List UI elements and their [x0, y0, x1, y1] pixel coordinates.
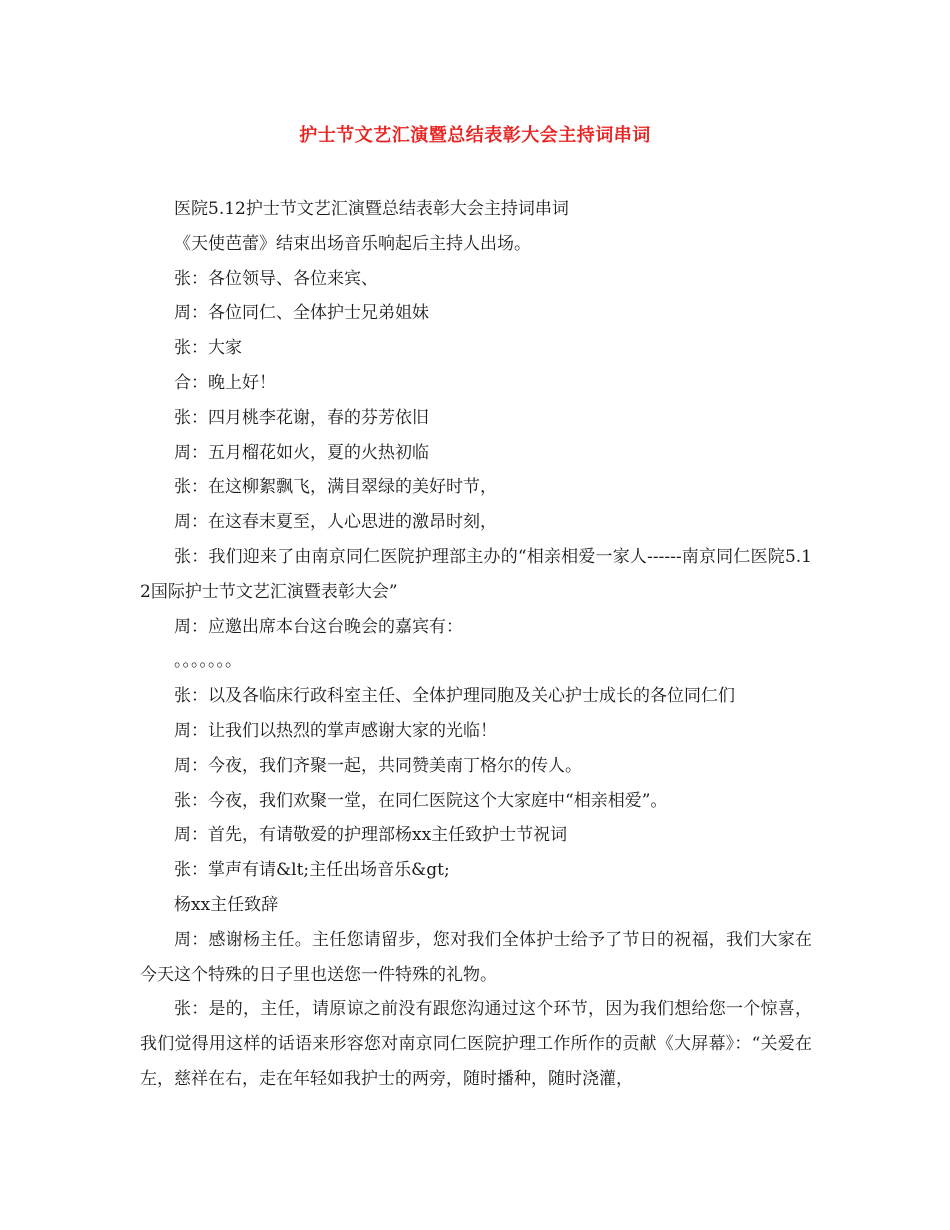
paragraph: 周：今夜，我们齐聚一起，共同赞美南丁格尔的传人。 — [174, 755, 582, 776]
paragraph: 张：掌声有请&lt;主任出场音乐&gt; — [174, 860, 450, 881]
paragraph: 张：我们迎来了由南京同仁医院护理部主办的“相亲相爱一家人------南京同仁医院5.12国际护士节文艺汇演暨表彰大会” — [140, 546, 812, 602]
paragraph: 《天使芭蕾》结束出场音乐响起后主持人出场。 — [174, 233, 531, 254]
paragraph: 周：五月榴花如火，夏的火热初临 — [174, 442, 429, 463]
paragraph: 。。。。。。。 — [174, 651, 242, 672]
document-body — [140, 192, 812, 1097]
paragraph: 周：各位同仁、全体护士兄弟姐妹 — [174, 303, 429, 324]
paragraph: 周：在这春末夏至，人心思进的激昂时刻， — [174, 512, 497, 533]
paragraph: 合：晚上好！ — [174, 372, 276, 393]
paragraph: 张：在这柳絮飘飞，满目翠绿的美好时节， — [174, 477, 497, 498]
paragraph: 张：四月桃李花谢，春的芬芳依旧 — [174, 407, 429, 428]
paragraph: 周：应邀出席本台这台晚会的嘉宾有： — [174, 616, 463, 637]
paragraph: 周：首先，有请敬爱的护理部杨xx主任致护士节祝词 — [174, 825, 568, 846]
paragraph: 张：是的，主任，请原谅之前没有跟您沟通过这个环节，因为我们想给您一个惊喜，我们觉得用这样的话语来形容您对南京同仁医院护理工作所作的贡献《大屏幕》：“关爱在左，慈祥在右，走在年轻如我护士的两旁，随时播种，随时浇灌， — [140, 999, 812, 1089]
document-title: 护士节文艺汇演暨总结表彰大会主持词串词 — [299, 125, 651, 146]
paragraph: 张：各位领导、各位来宾、 — [174, 268, 378, 289]
paragraph: 杨xx主任致辞 — [174, 894, 279, 915]
paragraph: 张：大家 — [174, 338, 242, 359]
paragraph: 张：今夜，我们欢聚一堂，在同仁医院这个大家庭中“相亲相爱”。 — [174, 790, 668, 811]
paragraph: 张：以及各临床行政科室主任、全体护理同胞及关心护士成长的各位同仁们 — [174, 686, 735, 707]
paragraph: 周：感谢杨主任。主任您请留步，您对我们全体护士给予了节日的祝福，我们大家在今天这个特殊的日子里也送您一件特殊的礼物。 — [140, 929, 812, 985]
paragraph: 周：让我们以热烈的掌声感谢大家的光临！ — [174, 720, 497, 741]
paragraph: 医院5.12护士节文艺汇演暨总结表彰大会主持词串词 — [174, 199, 569, 219]
